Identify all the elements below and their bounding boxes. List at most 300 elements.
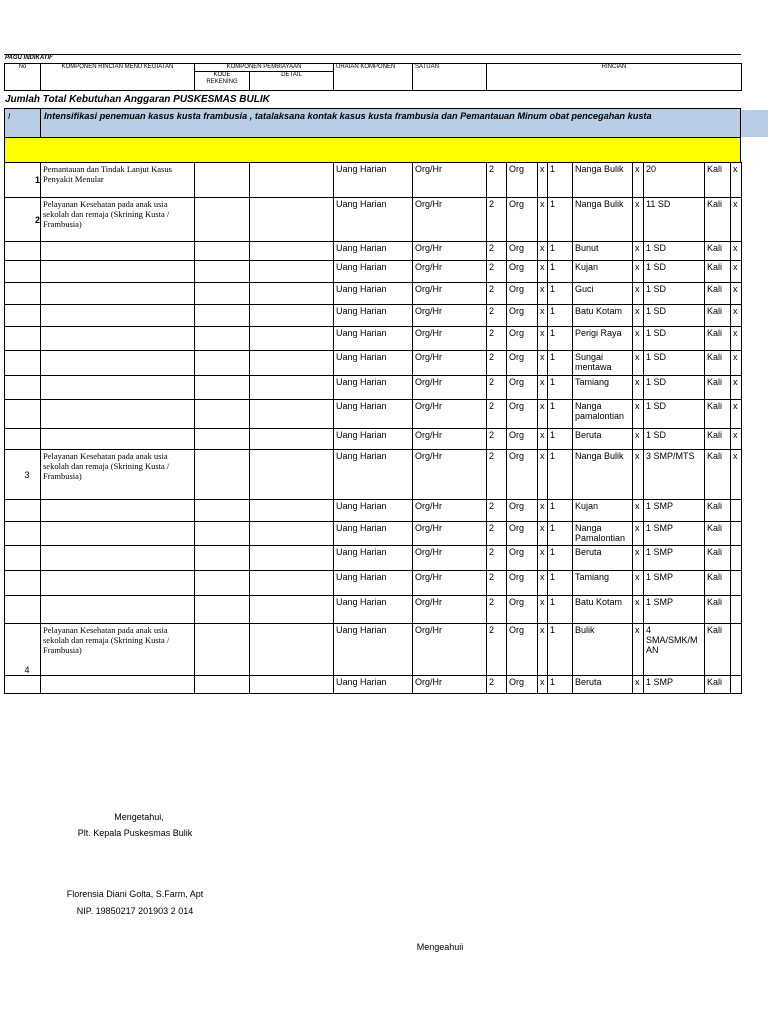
jumlah-cell: 4 SMA/SMK/MAN <box>644 624 705 676</box>
x-mark: x <box>731 429 742 450</box>
x-mark: x <box>538 283 548 305</box>
blank-cell <box>5 305 23 327</box>
count-cell: 1 <box>548 198 573 242</box>
x-mark: x <box>538 546 548 571</box>
unit-cell: Org <box>507 546 538 571</box>
signature-jabatan: Plt. Kepala Puskesmas Bulik <box>77 828 193 838</box>
blank-cell <box>5 676 23 694</box>
x-mark: x <box>538 198 548 242</box>
header-detail: DETAIL <box>250 72 334 91</box>
row-number <box>23 351 41 376</box>
count-cell: 1 <box>548 500 573 522</box>
kode-rekening-cell <box>195 624 250 676</box>
qty-cell: 2 <box>487 571 507 596</box>
row-number <box>23 676 41 694</box>
row-number <box>23 242 41 261</box>
header-no: No <box>5 64 41 91</box>
jumlah-cell: 1 SMP <box>644 596 705 624</box>
uraian-cell: Uang Harian <box>334 522 413 546</box>
satuan-cell: Org/Hr <box>413 261 487 283</box>
kode-rekening-cell <box>195 261 250 283</box>
detail-cell <box>250 596 334 624</box>
uraian-cell: Uang Harian <box>334 283 413 305</box>
count-cell: 1 <box>548 624 573 676</box>
kegiatan-cell <box>41 571 195 596</box>
x-mark <box>731 500 742 522</box>
kali-cell: Kali <box>705 546 731 571</box>
kegiatan-cell: Pelayanan Kesehatan pada anak usia sekolah dan remaja (Skrining Kusta / Frambusia) <box>41 450 195 500</box>
lokasi-cell: Nanga Pamalontian <box>573 522 633 546</box>
row-number: 1 <box>23 163 41 198</box>
qty-cell: 2 <box>487 198 507 242</box>
count-cell: 1 <box>548 376 573 400</box>
blank-cell <box>5 522 23 546</box>
lokasi-cell: Nanga Bulik <box>573 163 633 198</box>
header-satuan: SATUAN <box>413 64 487 91</box>
qty-cell: 2 <box>487 400 507 429</box>
satuan-cell: Org/Hr <box>413 624 487 676</box>
table-row <box>5 596 742 624</box>
detail-cell <box>250 571 334 596</box>
kali-cell: Kali <box>705 596 731 624</box>
blank-cell <box>5 624 23 676</box>
x-mark: x <box>633 676 644 694</box>
jumlah-cell: 1 SD <box>644 400 705 429</box>
x-mark: x <box>538 376 548 400</box>
kode-rekening-cell <box>195 546 250 571</box>
unit-cell: Org <box>507 198 538 242</box>
kali-cell: Kali <box>705 450 731 500</box>
uraian-cell: Uang Harian <box>334 261 413 283</box>
kegiatan-cell: Pemantauan dan Tindak Lanjut Kasus Penyakit Menular <box>41 163 195 198</box>
kode-rekening-cell <box>195 283 250 305</box>
kali-cell: Kali <box>705 571 731 596</box>
uraian-cell: Uang Harian <box>334 624 413 676</box>
satuan-cell: Org/Hr <box>413 351 487 376</box>
lokasi-cell: Kujan <box>573 500 633 522</box>
blank-cell <box>5 500 23 522</box>
lokasi-cell: Beruta <box>573 546 633 571</box>
jumlah-cell: 1 SMP <box>644 522 705 546</box>
satuan-cell: Org/Hr <box>413 305 487 327</box>
count-cell: 1 <box>548 450 573 500</box>
uraian-cell: Uang Harian <box>334 163 413 198</box>
qty-cell: 2 <box>487 546 507 571</box>
kali-cell: Kali <box>705 242 731 261</box>
detail-cell <box>250 327 334 351</box>
table-row <box>5 500 742 522</box>
count-cell: 1 <box>548 351 573 376</box>
x-mark: x <box>633 242 644 261</box>
unit-cell: Org <box>507 596 538 624</box>
detail-cell <box>250 400 334 429</box>
detail-cell <box>250 261 334 283</box>
uraian-cell: Uang Harian <box>334 571 413 596</box>
count-cell: 1 <box>548 242 573 261</box>
row-number <box>23 376 41 400</box>
detail-cell <box>250 500 334 522</box>
row-number <box>23 500 41 522</box>
kali-cell: Kali <box>705 351 731 376</box>
kegiatan-cell <box>41 261 195 283</box>
header-rincian: RINCIAN <box>487 64 742 91</box>
jumlah-cell: 1 SD <box>644 283 705 305</box>
detail-cell <box>250 305 334 327</box>
x-mark: x <box>633 400 644 429</box>
uraian-cell: Uang Harian <box>334 429 413 450</box>
qty-cell: 2 <box>487 500 507 522</box>
kali-cell: Kali <box>705 376 731 400</box>
x-mark: x <box>633 596 644 624</box>
section-highlight-extension <box>741 110 768 137</box>
unit-cell: Org <box>507 305 538 327</box>
blank-cell <box>5 376 23 400</box>
kegiatan-cell <box>41 376 195 400</box>
x-mark: x <box>731 327 742 351</box>
table-row <box>5 198 742 242</box>
qty-cell: 2 <box>487 327 507 351</box>
kegiatan-cell <box>41 500 195 522</box>
kode-rekening-cell <box>195 327 250 351</box>
table-row <box>5 400 742 429</box>
x-mark <box>731 596 742 624</box>
kode-rekening-cell <box>195 242 250 261</box>
kegiatan-cell: Pelayanan Kesehatan pada anak usia sekolah dan remaja (Skrining Kusta / Frambusia) <box>41 624 195 676</box>
x-mark <box>731 522 742 546</box>
row-number <box>23 546 41 571</box>
count-cell: 1 <box>548 522 573 546</box>
blank-cell <box>5 283 23 305</box>
qty-cell: 2 <box>487 163 507 198</box>
jumlah-cell: 1 SD <box>644 261 705 283</box>
lokasi-cell: Beruta <box>573 676 633 694</box>
blank-cell <box>5 327 23 351</box>
count-cell: 1 <box>548 261 573 283</box>
x-mark <box>731 571 742 596</box>
row-number <box>23 305 41 327</box>
kali-cell: Kali <box>705 429 731 450</box>
satuan-cell: Org/Hr <box>413 327 487 351</box>
x-mark: x <box>538 429 548 450</box>
blank-cell <box>5 242 23 261</box>
lokasi-cell: Batu Kotam <box>573 596 633 624</box>
kegiatan-cell <box>41 242 195 261</box>
detail-cell <box>250 624 334 676</box>
x-mark: x <box>538 400 548 429</box>
detail-cell <box>250 676 334 694</box>
lokasi-cell: Sungai mentawa <box>573 351 633 376</box>
x-mark: x <box>731 283 742 305</box>
satuan-cell: Org/Hr <box>413 500 487 522</box>
table-header <box>4 63 742 91</box>
detail-cell <box>250 242 334 261</box>
jumlah-cell: 3 SMP/MTS <box>644 450 705 500</box>
blank-cell <box>5 596 23 624</box>
lokasi-cell: Perigi Raya <box>573 327 633 351</box>
x-mark: x <box>731 351 742 376</box>
lokasi-cell: Bunut <box>573 242 633 261</box>
table-row <box>5 163 742 198</box>
x-mark: x <box>538 450 548 500</box>
table-row <box>5 546 742 571</box>
section-title: Intensifikasi penemuan kasus kusta frambusia , tatalaksana kontak kasus kusta frambusia dan Pemantauan Minum obat pencegahan kusta <box>44 111 652 121</box>
unit-cell: Org <box>507 261 538 283</box>
kali-cell: Kali <box>705 261 731 283</box>
uraian-cell: Uang Harian <box>334 500 413 522</box>
uraian-cell: Uang Harian <box>334 400 413 429</box>
blank-cell <box>5 429 23 450</box>
x-mark: x <box>633 522 644 546</box>
x-mark: x <box>633 624 644 676</box>
x-mark <box>731 546 742 571</box>
unit-cell: Org <box>507 429 538 450</box>
count-cell: 1 <box>548 429 573 450</box>
lokasi-cell: Nanga Bulik <box>573 198 633 242</box>
jumlah-cell: 1 SMP <box>644 676 705 694</box>
kode-rekening-cell <box>195 198 250 242</box>
header-komponen-pembiayaan: KOMPONEN PEMBIAYAAN <box>195 64 334 72</box>
jumlah-cell: 1 SD <box>644 376 705 400</box>
row-number <box>23 327 41 351</box>
kegiatan-cell <box>41 429 195 450</box>
x-mark: x <box>633 261 644 283</box>
jumlah-cell: 1 SMP <box>644 500 705 522</box>
satuan-cell: Org/Hr <box>413 571 487 596</box>
detail-cell <box>250 163 334 198</box>
detail-cell <box>250 546 334 571</box>
kali-cell: Kali <box>705 400 731 429</box>
satuan-cell: Org/Hr <box>413 400 487 429</box>
kode-rekening-cell <box>195 305 250 327</box>
x-mark: x <box>633 450 644 500</box>
satuan-cell: Org/Hr <box>413 676 487 694</box>
lokasi-cell: Batu Kotam <box>573 305 633 327</box>
count-cell: 1 <box>548 400 573 429</box>
blank-cell <box>5 261 23 283</box>
qty-cell: 2 <box>487 676 507 694</box>
lokasi-cell: Bulik <box>573 624 633 676</box>
qty-cell: 2 <box>487 522 507 546</box>
jumlah-cell: 1 SD <box>644 242 705 261</box>
x-mark: x <box>538 351 548 376</box>
satuan-cell: Org/Hr <box>413 242 487 261</box>
pagu-indikatif-label: PAGU INDIKATIF <box>5 55 53 61</box>
table-row <box>5 522 742 546</box>
kegiatan-cell <box>41 283 195 305</box>
lokasi-cell: Tamiang <box>573 571 633 596</box>
jumlah-cell: 1 SD <box>644 351 705 376</box>
satuan-cell: Org/Hr <box>413 283 487 305</box>
detail-cell <box>250 450 334 500</box>
x-mark: x <box>538 500 548 522</box>
kegiatan-cell <box>41 327 195 351</box>
row-number: 2 <box>23 198 41 242</box>
row-number: 3 <box>23 450 41 500</box>
blank-cell <box>5 351 23 376</box>
kali-cell: Kali <box>705 163 731 198</box>
count-cell: 1 <box>548 163 573 198</box>
satuan-cell: Org/Hr <box>413 546 487 571</box>
total-title: Jumlah Total Kebutuhan Anggaran PUSKESMAS BULIK <box>5 94 270 105</box>
qty-cell: 2 <box>487 351 507 376</box>
x-mark: x <box>538 305 548 327</box>
qty-cell: 2 <box>487 242 507 261</box>
qty-cell: 2 <box>487 283 507 305</box>
x-mark: x <box>731 376 742 400</box>
x-mark: x <box>633 327 644 351</box>
uraian-cell: Uang Harian <box>334 596 413 624</box>
x-mark: x <box>731 305 742 327</box>
unit-cell: Org <box>507 500 538 522</box>
jumlah-cell: 11 SD <box>644 198 705 242</box>
x-mark: x <box>538 522 548 546</box>
x-mark: x <box>731 242 742 261</box>
kegiatan-cell <box>41 546 195 571</box>
top-border-line <box>4 54 741 55</box>
lokasi-cell: Nanga pamalontian <box>573 400 633 429</box>
x-mark: x <box>538 676 548 694</box>
kegiatan-cell <box>41 400 195 429</box>
unit-cell: Org <box>507 450 538 500</box>
uraian-cell: Uang Harian <box>334 450 413 500</box>
unit-cell: Org <box>507 676 538 694</box>
unit-cell: Org <box>507 571 538 596</box>
detail-cell <box>250 351 334 376</box>
detail-cell <box>250 283 334 305</box>
qty-cell: 2 <box>487 596 507 624</box>
x-mark: x <box>633 500 644 522</box>
kode-rekening-cell <box>195 450 250 500</box>
row-number <box>23 596 41 624</box>
x-mark: x <box>731 450 742 500</box>
uraian-cell: Uang Harian <box>334 351 413 376</box>
uraian-cell: Uang Harian <box>334 198 413 242</box>
row-number <box>23 522 41 546</box>
kode-rekening-cell <box>195 376 250 400</box>
satuan-cell: Org/Hr <box>413 198 487 242</box>
kali-cell: Kali <box>705 500 731 522</box>
signature-mengetahui-2: Mengeahuii <box>416 942 464 952</box>
table-row <box>5 676 742 694</box>
x-mark: x <box>731 198 742 242</box>
budget-table <box>4 162 742 694</box>
satuan-cell: Org/Hr <box>413 429 487 450</box>
kali-cell: Kali <box>705 283 731 305</box>
unit-cell: Org <box>507 283 538 305</box>
row-number <box>23 400 41 429</box>
lokasi-cell: Tamiang <box>573 376 633 400</box>
x-mark: x <box>731 400 742 429</box>
signature-nip: NIP. 19850217 201903 2 014 <box>76 906 194 916</box>
blank-cell <box>5 571 23 596</box>
x-mark <box>731 676 742 694</box>
table-row <box>5 429 742 450</box>
x-mark: x <box>633 163 644 198</box>
jumlah-cell: 20 <box>644 163 705 198</box>
count-cell: 1 <box>548 546 573 571</box>
lokasi-cell: Nanga Bulik <box>573 450 633 500</box>
row-number <box>23 571 41 596</box>
jumlah-cell: 1 SMP <box>644 546 705 571</box>
kali-cell: Kali <box>705 327 731 351</box>
unit-cell: Org <box>507 376 538 400</box>
x-mark: x <box>538 261 548 283</box>
kegiatan-cell <box>41 305 195 327</box>
section-number: I <box>8 112 11 121</box>
x-mark: x <box>731 163 742 198</box>
satuan-cell: Org/Hr <box>413 376 487 400</box>
x-mark: x <box>633 351 644 376</box>
table-row <box>5 242 742 261</box>
signature-nama: Florensia Diani Golta, S.Farm, Apt <box>66 889 204 899</box>
x-mark: x <box>731 261 742 283</box>
jumlah-cell: 1 SD <box>644 327 705 351</box>
table-row <box>5 261 742 283</box>
unit-cell: Org <box>507 624 538 676</box>
kode-rekening-cell <box>195 400 250 429</box>
x-mark <box>731 624 742 676</box>
qty-cell: 2 <box>487 624 507 676</box>
count-cell: 1 <box>548 571 573 596</box>
unit-cell: Org <box>507 327 538 351</box>
row-number <box>23 429 41 450</box>
count-cell: 1 <box>548 305 573 327</box>
qty-cell: 2 <box>487 261 507 283</box>
jumlah-cell: 1 SMP <box>644 571 705 596</box>
unit-cell: Org <box>507 242 538 261</box>
blank-cell <box>5 450 23 500</box>
blank-cell <box>5 163 23 198</box>
qty-cell: 2 <box>487 450 507 500</box>
table-row <box>5 376 742 400</box>
section-divider <box>40 108 41 138</box>
kode-rekening-cell <box>195 429 250 450</box>
kali-cell: Kali <box>705 305 731 327</box>
x-mark: x <box>538 571 548 596</box>
blank-cell <box>5 546 23 571</box>
kegiatan-cell <box>41 676 195 694</box>
uraian-cell: Uang Harian <box>334 676 413 694</box>
uraian-cell: Uang Harian <box>334 376 413 400</box>
detail-cell <box>250 376 334 400</box>
kode-rekening-cell <box>195 163 250 198</box>
x-mark: x <box>538 596 548 624</box>
kode-rekening-cell <box>195 500 250 522</box>
header-komponen-rincian: KOMPONEN RINCIAN MENU KEGIATAN <box>41 64 195 91</box>
yellow-highlight-row <box>4 138 741 163</box>
detail-cell <box>250 429 334 450</box>
count-cell: 1 <box>548 676 573 694</box>
row-number <box>23 283 41 305</box>
header-uraian-komponen: URAIAN KOMPONEN <box>334 64 413 91</box>
uraian-cell: Uang Harian <box>334 327 413 351</box>
satuan-cell: Org/Hr <box>413 522 487 546</box>
x-mark: x <box>633 546 644 571</box>
unit-cell: Org <box>507 163 538 198</box>
qty-cell: 2 <box>487 305 507 327</box>
x-mark: x <box>633 571 644 596</box>
blank-cell <box>5 198 23 242</box>
count-cell: 1 <box>548 327 573 351</box>
kode-rekening-cell <box>195 522 250 546</box>
kegiatan-cell <box>41 522 195 546</box>
x-mark: x <box>538 163 548 198</box>
qty-cell: 2 <box>487 376 507 400</box>
unit-cell: Org <box>507 522 538 546</box>
kali-cell: Kali <box>705 624 731 676</box>
header-kode-rekening: KODE REKENING <box>195 72 250 91</box>
x-mark: x <box>633 305 644 327</box>
